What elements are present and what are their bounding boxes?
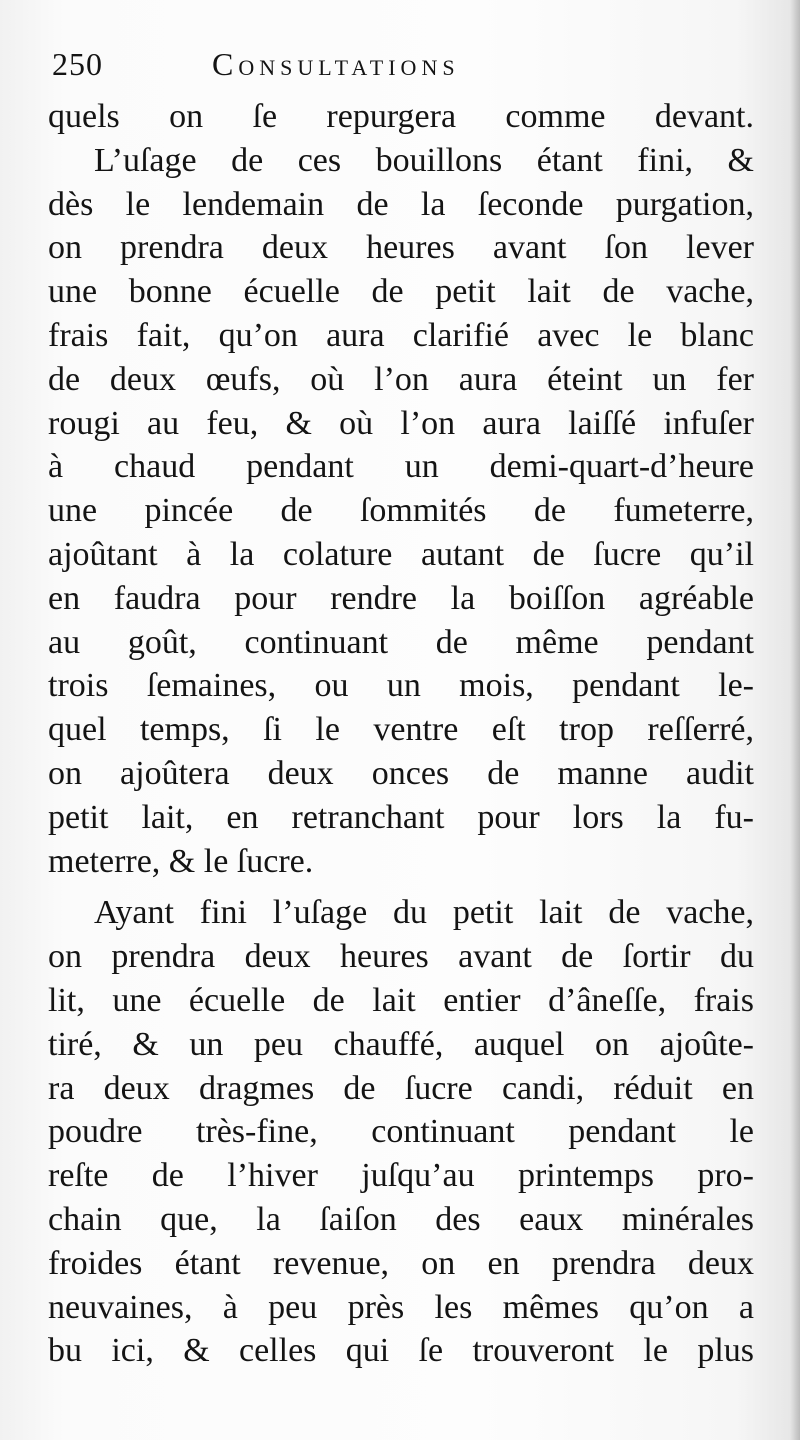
text-line: dès le lendemain de la ſeconde purgation,	[48, 185, 754, 223]
text-line: on prendra deux heures avant de ſortir du	[48, 938, 754, 976]
running-head: Consultations	[212, 46, 460, 82]
text-line: Ayant fini l’uſage du petit lait de vache,	[94, 894, 754, 932]
text-line: on ajoûtera deux onces de manne audit	[48, 754, 754, 792]
text-line: une bonne écuelle de petit lait de vache,	[48, 273, 754, 311]
text-line: à chaud pendant un demi-quart-d’heure	[48, 448, 754, 486]
text-line: neuvaines, à peu près les mêmes qu’on a	[48, 1288, 754, 1326]
text-line: reſte de l’hiver juſqu’au printemps pro-	[48, 1157, 754, 1195]
page-number: 250	[52, 46, 103, 82]
text-line: chain que, la ſaiſon des eaux minérales	[48, 1200, 754, 1238]
text-line: de deux œufs, où l’on aura éteint un fer	[48, 360, 754, 398]
page-gutter-shadow	[790, 0, 800, 1440]
text-line: on prendra deux heures avant ſon lever	[48, 229, 754, 267]
text-line: lit, une écuelle de lait entier d’âneſſe, frais	[48, 981, 754, 1019]
text-line: au goût, continuant de même pendant	[48, 623, 754, 661]
text-line: bu ici, & celles qui ſe trouveront le plus	[48, 1332, 754, 1370]
page-header	[52, 46, 612, 96]
text-line: L’uſage de ces bouillons étant fini, &	[94, 141, 754, 179]
text-line: tiré, & un peu chauffé, auquel on ajoûte-	[48, 1025, 754, 1063]
text-line: en faudra pour rendre la boiſſon agréable	[48, 579, 754, 617]
text-line: froides étant revenue, on en prendra deux	[48, 1244, 754, 1282]
text-line: meterre, & le ſucre.	[48, 842, 314, 880]
text-line: frais fait, qu’on aura clarifié avec le blanc	[48, 316, 754, 354]
text-line: quels on ſe repurgera comme devant.	[48, 98, 754, 135]
text-line: trois ſemaines, ou un mois, pendant le-	[48, 667, 754, 705]
text-line: ajoûtant à la colature autant de ſucre qu’il	[48, 535, 754, 573]
text-line: ra deux dragmes de ſucre candi, réduit en	[48, 1069, 754, 1107]
text-line: quel temps, ſi le ventre eſt trop reſſerré,	[48, 711, 754, 749]
text-line: poudre très-fine, continuant pendant le	[48, 1113, 754, 1151]
text-line: petit lait, en retranchant pour lors la fu-	[48, 798, 754, 836]
text-line: une pincée de ſommités de fumeterre,	[48, 492, 754, 530]
body-text	[48, 95, 754, 1373]
text-line: rougi au feu, & où l’on aura laiſſé infuſer	[48, 404, 754, 442]
